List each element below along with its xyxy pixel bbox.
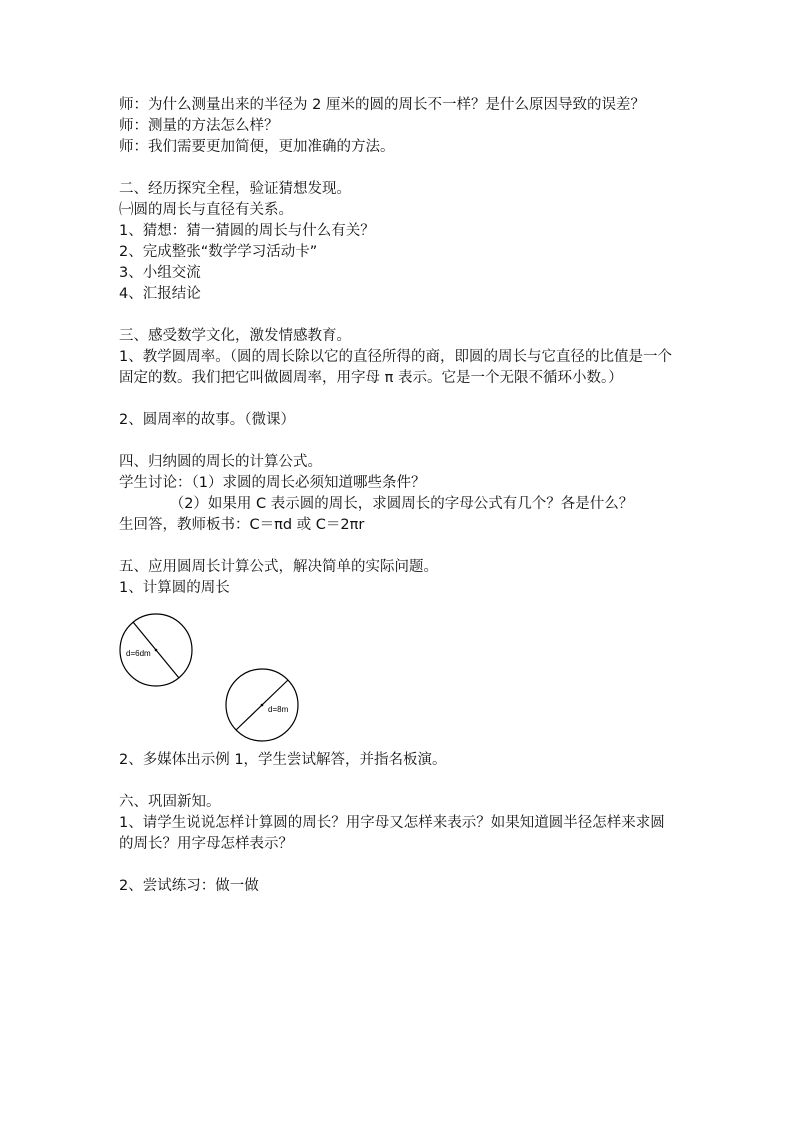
text-line: 2、圆周率的故事。（微课） [119, 412, 295, 428]
subsection-heading: ㈠圆的周长与直径有关系。 [119, 202, 293, 218]
document-body [119, 95, 679, 897]
circle-figure [119, 605, 679, 750]
text-line: 2、多媒体出示例 1，学生尝试解答，并指名板演。 [119, 752, 447, 768]
circle2-label: d=8m [268, 705, 289, 714]
text-line: 生回答，教师板书：C＝πd 或 C＝2πr [119, 517, 365, 533]
text-line: 2、尝试练习：做一做 [119, 878, 259, 894]
circle1-label: d=6dm [126, 649, 151, 658]
text-line: 1、计算圆的周长 [119, 580, 230, 596]
section-heading: 五、应用圆周长计算公式，解决简单的实际问题。 [119, 559, 438, 575]
text-line: 4、汇报结论 [119, 286, 201, 302]
circle-d6dm [120, 614, 192, 686]
circles-diagram [119, 605, 339, 750]
text-line: 1、请学生说说怎样计算圆的周长？用字母又怎样来表示？如果知道圆半径怎样来求圆的周长？用字母怎样表示？ [119, 815, 665, 852]
circle-d8m [226, 669, 298, 741]
text-line: 2、完成整张“数学学习活动卡” [119, 244, 318, 260]
text-line: 1、猜想：猜一猜圆的周长与什么有关？ [119, 223, 375, 239]
section-heading: 六、巩固新知。 [119, 794, 221, 810]
text-line: 3、小组交流 [119, 265, 201, 281]
text-line: 1、教学圆周率。（圆的周长除以它的直径所得的商，即圆的周长与它直径的比值是一个固定的数。我们把它叫做圆周率，用字母 π 表示。它是一个无限不循环小数。） [119, 349, 672, 386]
text-line: （2）如果用 C 表示圆的周长，求圆周长的字母公式有几个？各是什么？ [119, 496, 634, 512]
text-line: 师：为什么测量出来的半径为 2 厘米的圆的周长不一样？是什么原因导致的误差？ [119, 97, 645, 113]
section-heading: 四、归纳圆的周长的计算公式。 [119, 454, 322, 470]
text-line: 师：我们需要更加简便，更加准确的方法。 [119, 139, 395, 155]
section-heading: 三、感受数学文化，激发情感教育。 [119, 328, 351, 344]
text-line: 师：测量的方法怎么样？ [119, 118, 279, 134]
section-heading: 二、经历探究全程，验证猜想发现。 [119, 181, 351, 197]
text-line: 学生讨论：（1）求圆的周长必须知道哪些条件？ [119, 475, 426, 491]
